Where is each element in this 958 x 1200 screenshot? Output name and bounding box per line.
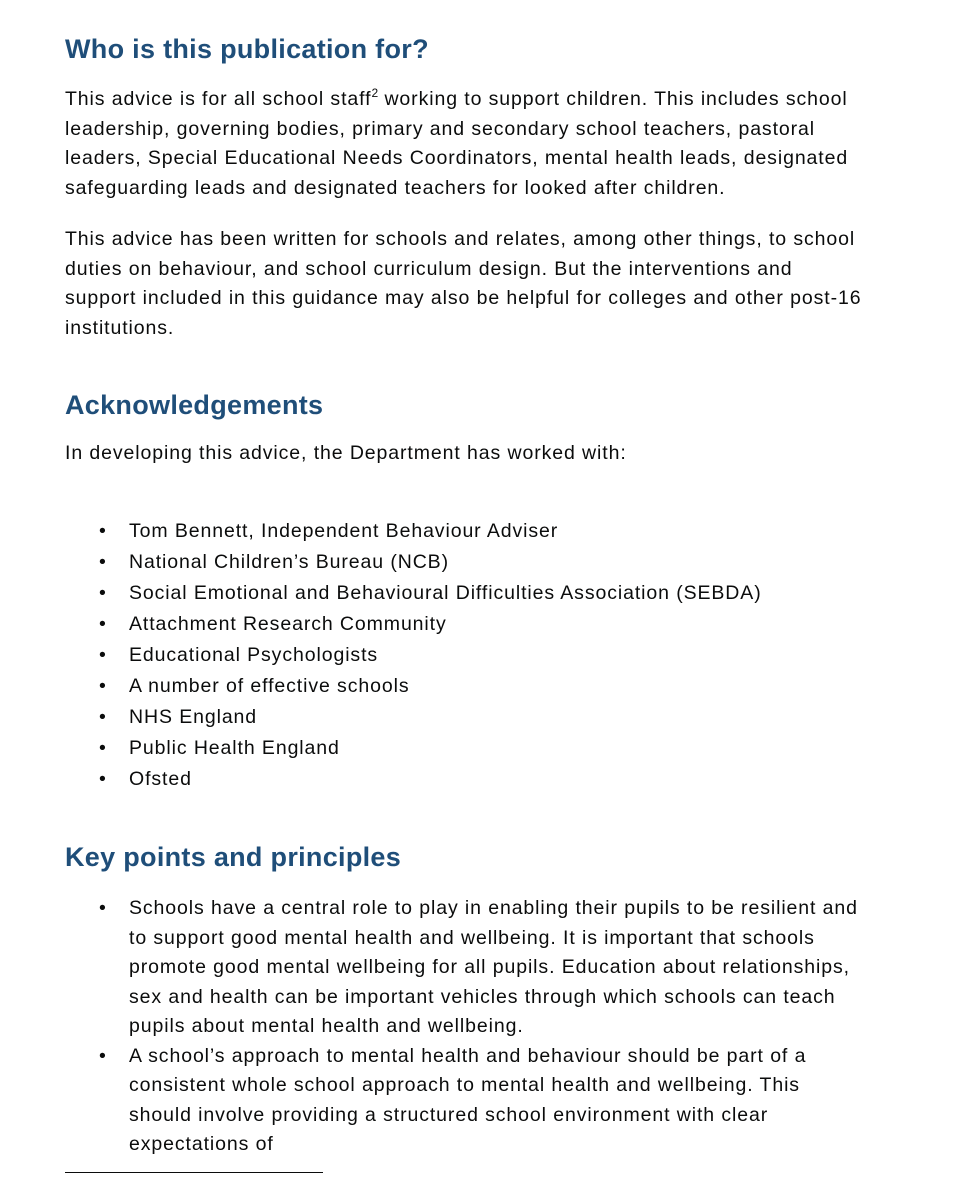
bullet-icon: • <box>99 613 107 635</box>
bullet-icon: • <box>99 768 107 790</box>
bullet-icon: • <box>99 706 107 728</box>
bullet-icon: • <box>99 1044 107 1067</box>
section-heading-acknowledgements: Acknowledgements <box>65 390 324 420</box>
paragraph-who-audience <box>65 85 865 203</box>
bullet-icon: • <box>99 675 107 697</box>
list-item <box>65 671 865 702</box>
list-item-text: Educational Psychologists <box>129 644 379 666</box>
list-item-text: Ofsted <box>129 768 192 790</box>
paragraph-text: working to support children. This includes school leadership, governing bodies, primary and secondary school teachers, pastoral leaders, Special Educational Needs Coordinators, mental health leads, designated safeguarding leads and designated teachers for looked after children. <box>65 88 849 199</box>
footnote-separator <box>65 1172 323 1173</box>
list-item-text: Tom Bennett, Independent Behaviour Adviser <box>129 520 559 542</box>
bullet-icon: • <box>99 582 107 604</box>
paragraph-text: This advice is for all school staff <box>65 88 372 110</box>
list-item-text: National Children’s Bureau (NCB) <box>129 551 449 573</box>
list-item <box>65 578 865 609</box>
list-item <box>65 702 865 733</box>
paragraph-who-scope: This advice has been written for schools and relates, among other things, to school duties on behaviour, and school curriculum design. But the interventions and support included in this guidance may also be helpful for colleges and other post-16 institutions. <box>65 228 862 339</box>
bullet-icon: • <box>99 897 107 919</box>
list-item <box>65 516 865 547</box>
list-item-text: Social Emotional and Behavioural Difficulties Association (SEBDA) <box>129 582 762 604</box>
list-item <box>65 894 865 1042</box>
list-item <box>65 764 865 795</box>
list-item <box>65 547 865 578</box>
list-item <box>65 640 865 671</box>
list-item-text: NHS England <box>129 706 258 728</box>
list-item-text: A school’s approach to mental health and behaviour should be part of a consistent whole school approach to mental health and wellbeing. This should involve providing a structured school environment with clear expectations of <box>129 1044 807 1155</box>
footnote-marker[interactable]: 2 <box>371 86 379 100</box>
bullet-icon: • <box>99 644 107 666</box>
bullet-icon: • <box>99 520 107 542</box>
bullet-icon: • <box>99 737 107 759</box>
list-item <box>65 609 865 640</box>
paragraph-acknowledgements-intro: In developing this advice, the Department has worked with: <box>65 442 627 464</box>
list-item <box>65 1042 865 1160</box>
list-item <box>65 733 865 764</box>
bullet-icon: • <box>99 551 107 573</box>
acknowledgements-list <box>65 516 865 795</box>
section-heading-who: Who is this publication for? <box>65 34 429 64</box>
key-points-list <box>65 894 865 1160</box>
section-heading-key-points: Key points and principles <box>65 842 402 872</box>
list-item-text: A number of effective schools <box>129 675 410 697</box>
list-item-text: Schools have a central role to play in enabling their pupils to be resilient and to support good mental health and wellbeing. It is important that schools promote good mental wellbeing for all pupils. Education about relationships, sex and health can be important vehicles through which schools can teach pupils about mental health and wellbeing. <box>129 897 858 1037</box>
list-item-text: Public Health England <box>129 737 340 759</box>
list-item-text: Attachment Research Community <box>129 613 447 635</box>
